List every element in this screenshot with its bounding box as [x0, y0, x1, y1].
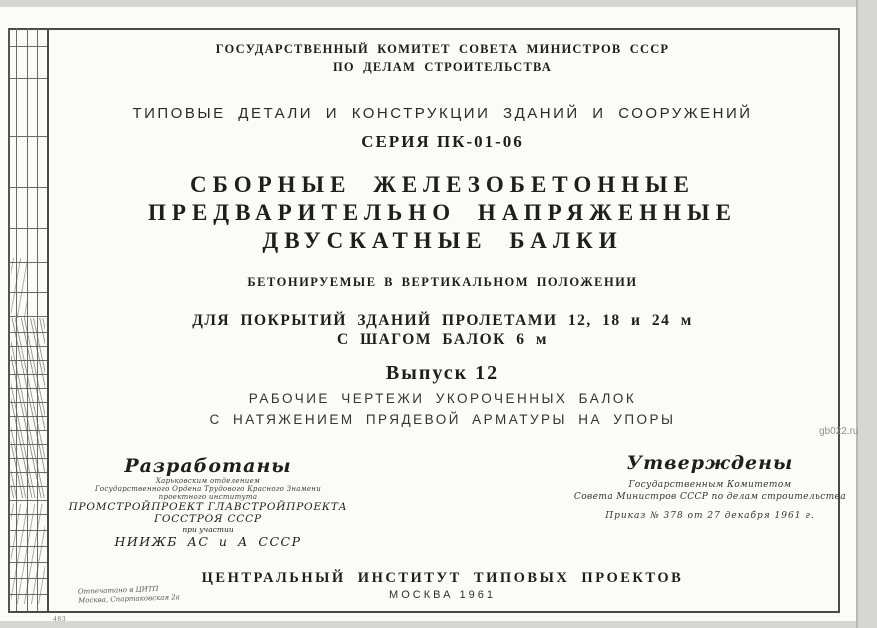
developed-line: проектного института [158, 493, 258, 501]
developed-line: НИИЖБ АС и А СССР [114, 534, 302, 549]
approved-heading: Утверждены [626, 452, 794, 474]
title-line2: ПРЕДВАРИТЕЛЬНО НАПРЯЖЕННЫЕ [148, 200, 737, 225]
series-number: СЕРИЯ ПК-01-06 [361, 132, 524, 151]
handwriting-marks [11, 504, 45, 604]
developed-line: Харьковским отделением [155, 477, 261, 485]
scan-page-edge [856, 0, 858, 628]
series-type-line: ТИПОВЫЕ ДЕТАЛИ И КОНСТРУКЦИИ ЗДАНИЙ И СООРУЖЕНИЙ [132, 105, 753, 122]
stamp-strip [8, 28, 49, 611]
title-line3: ДВУСКАТНЫЕ БАЛКИ [262, 228, 623, 253]
committee-name-line1: ГОСУДАРСТВЕННЫЙ КОМИТЕТ СОВЕТА МИНИСТРОВ СССР [215, 42, 670, 56]
strip-hline [10, 136, 47, 137]
approval-order-line: Приказ № 378 от 27 декабря 1961 г. [605, 511, 815, 521]
contents-line2: С НАТЯЖЕНИЕМ ПРЯДЕВОЙ АРМАТУРЫ НА УПОРЫ [209, 412, 676, 427]
print-note-line: Москва, Спартаковская 2а [78, 592, 180, 605]
frame-border-top [8, 28, 840, 30]
approved-block [560, 452, 860, 523]
developed-line: ГОССТРОЯ СССР [154, 513, 262, 525]
approved-line: Государственным Комитетом [628, 480, 792, 490]
committee-name-line2: ПО ДЕЛАМ СТРОИТЕЛЬСТВА [332, 60, 553, 74]
page-number: 483 [53, 615, 67, 623]
approved-line: Совета Министров СССР по делам строительства [573, 491, 847, 502]
print-note [78, 584, 180, 605]
strip-hline [10, 187, 47, 188]
issue-number: Выпуск 12 [385, 362, 500, 384]
handwriting-marks [11, 258, 27, 318]
developed-heading: Разработаны [124, 455, 292, 477]
strip-hline [10, 46, 47, 47]
watermark: gb022.ru [819, 426, 859, 437]
title-subtitle: БЕТОНИРУЕМЫЕ В ВЕРТИКАЛЬНОМ ПОЛОЖЕНИИ [247, 275, 638, 289]
strip-hline [10, 228, 47, 229]
strip-hline [10, 500, 47, 501]
frame-border-bottom [8, 611, 840, 613]
title-line1: СБОРНЫЕ ЖЕЛЕЗОБЕТОННЫЕ [190, 172, 695, 197]
handwriting-marks [11, 318, 45, 498]
print-note-line: Отпечатано в ЦИТП [77, 584, 159, 596]
developed-line: Государственного Ордена Трудового Красного Знамени [94, 485, 322, 493]
application-line2: С ШАГОМ БАЛОК 6 м [337, 331, 548, 348]
contents-line1: РАБОЧИЕ ЧЕРТЕЖИ УКОРОЧЕННЫХ БАЛОК [248, 391, 637, 406]
developed-line: ПРОМСТРОЙПРОЕКТ ГЛАВСТРОЙПРОЕКТА [68, 501, 348, 513]
developed-block [58, 455, 358, 550]
application-line1: ДЛЯ ПОКРЫТИЙ ЗДАНИЙ ПРОЛЕТАМИ 12, 18 и 24 м [192, 312, 693, 329]
city-year: МОСКВА 1961 [389, 589, 496, 601]
strip-hline [10, 78, 47, 79]
developed-line: при участии [182, 525, 234, 534]
publisher-institute: ЦЕНТРАЛЬНЫЙ ИНСТИТУТ ТИПОВЫХ ПРОЕКТОВ [201, 570, 684, 586]
